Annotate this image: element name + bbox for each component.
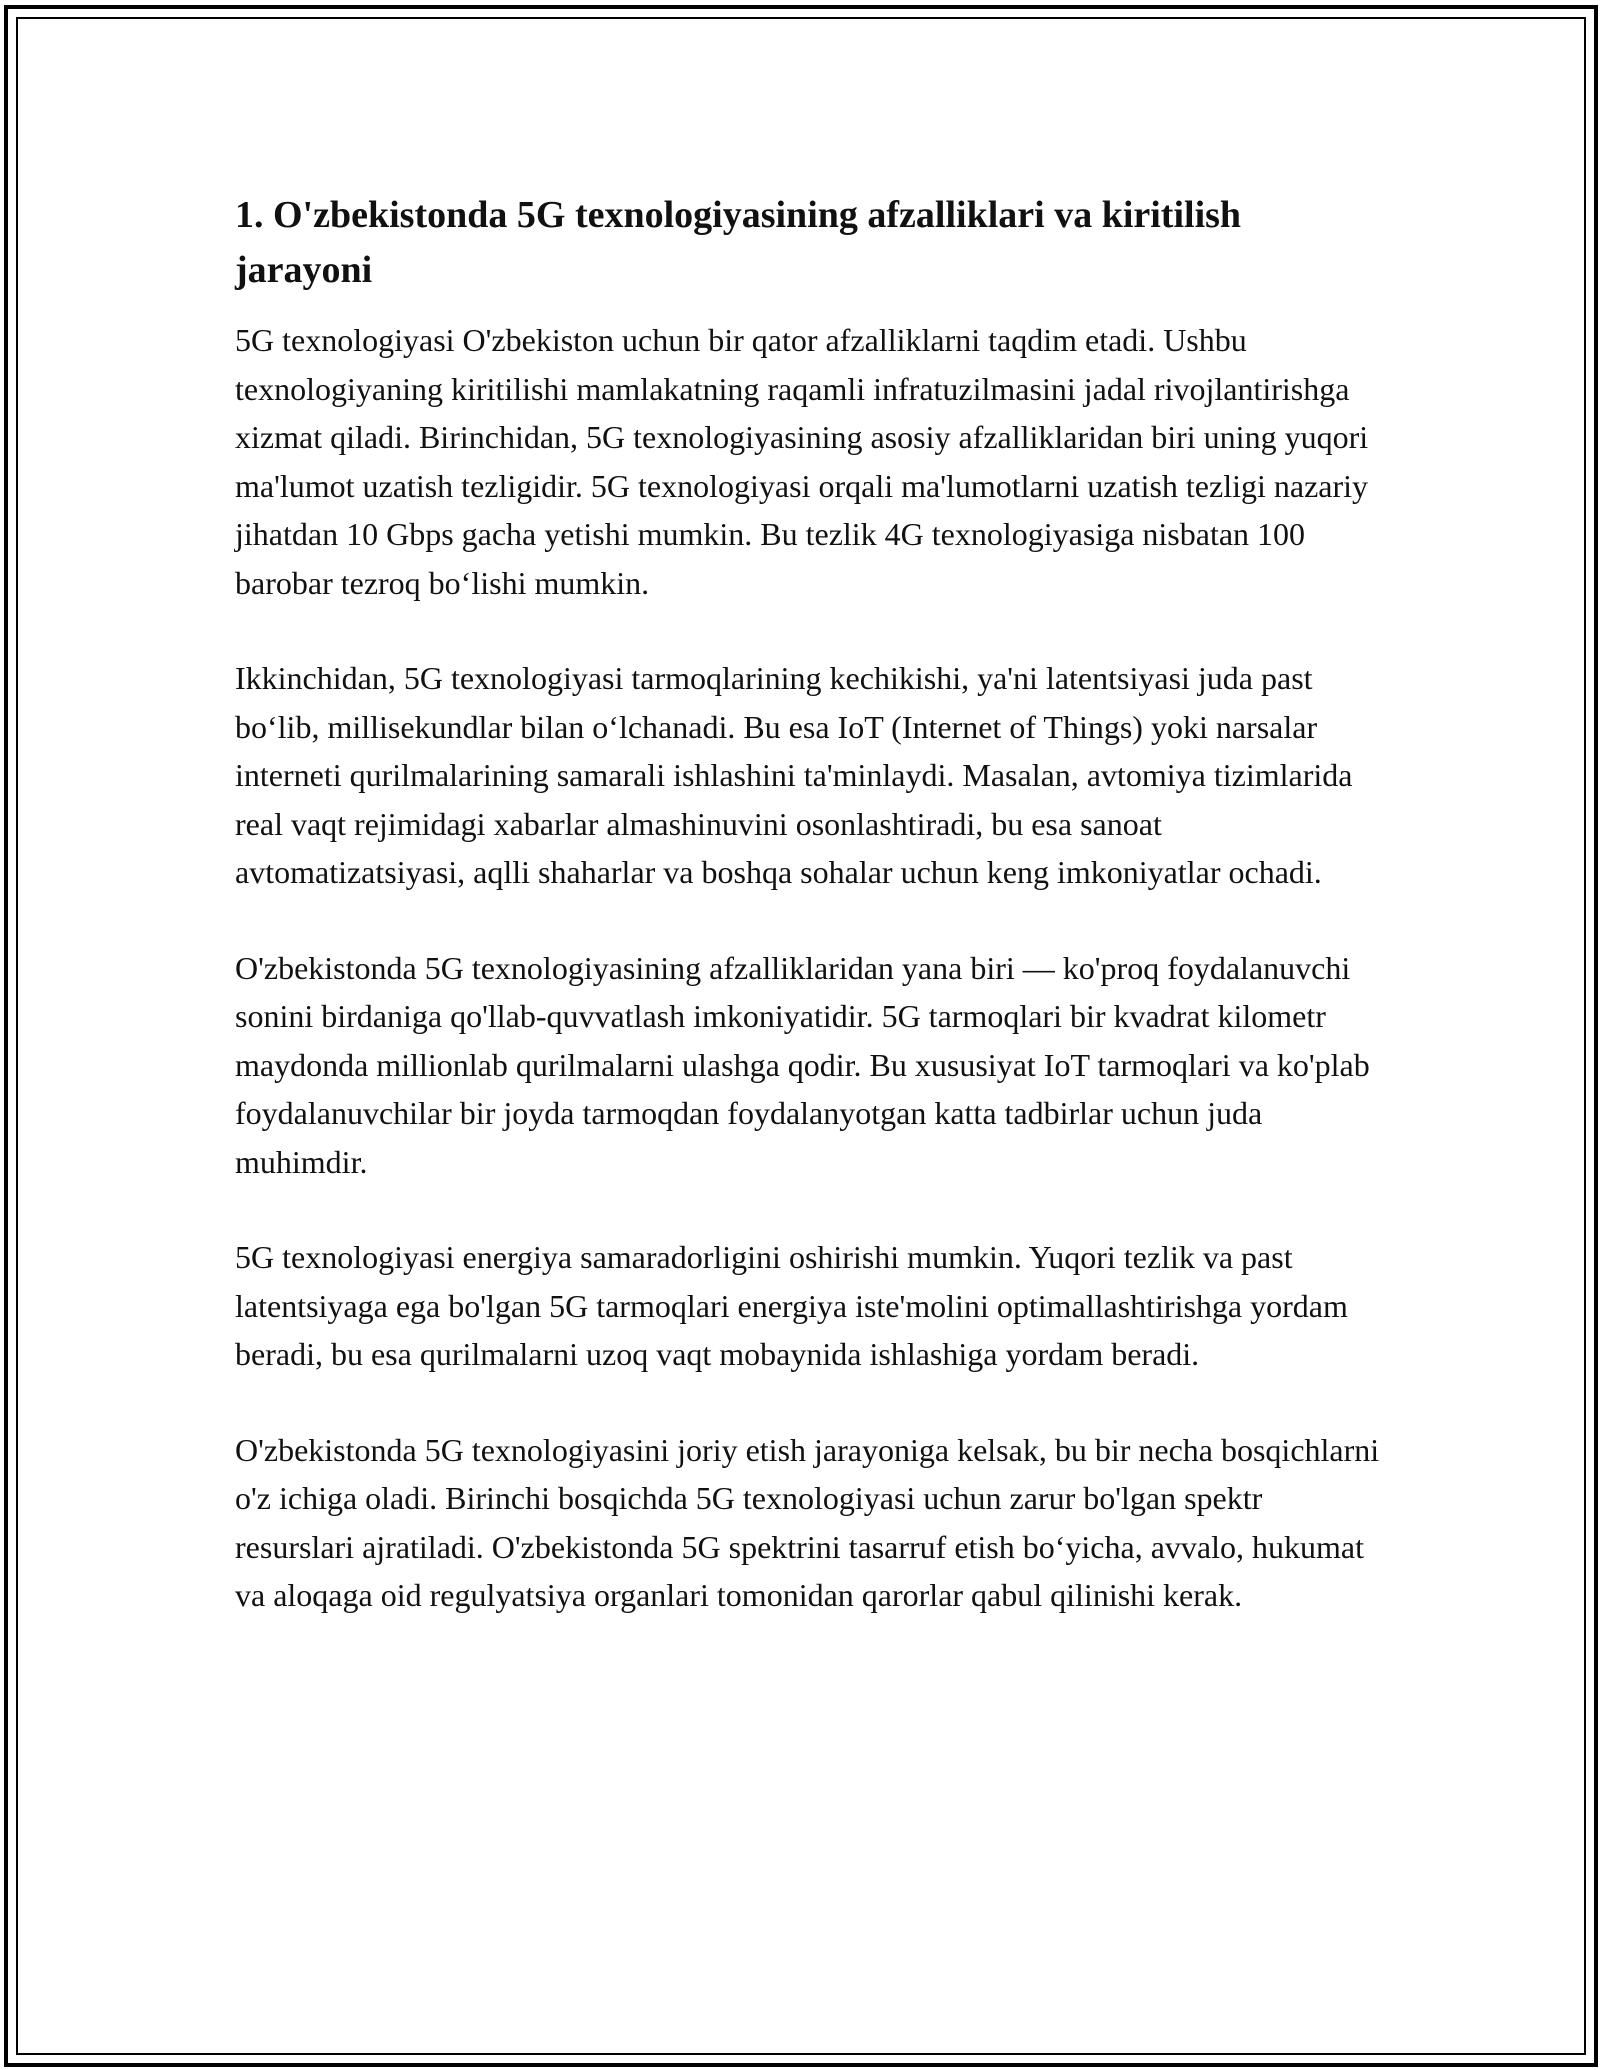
paragraph-3: O'zbekistonda 5G texnologiyasining afzalliklaridan yana biri — ko'proq foydalanuvchi sonini birdaniga qo'llab-quvvatlash imkoniyatidir. 5G tarmoqlari bir kvadrat kilometr maydonda millionlab qurilmalarni ulashga qodir. Bu xususiyat IoT tarmoqlari va ko'plab foydalanuvchilar bir joyda tarmoqdan foydalanyotgan katta tadbirlar uchun juda muhimdir. (235, 949, 1370, 1180)
paragraph-4: 5G texnologiyasi energiya samaradorligini oshirishi mumkin. Yuqori tezlik va past latentsiyaga ega bo'lgan 5G tarmoqlari energiya iste'molini optimallashtirishga yordam beradi, bu esa qurilmalarni uzoq vaqt mobaynida ishlashiga yordam beradi. (235, 1239, 1348, 1372)
section-heading: 1. O'zbekistonda 5G texnologiyasining afzalliklari va kiritilish jarayoni (235, 194, 1242, 291)
document-body (235, 188, 1385, 1667)
paragraph-5: O'zbekistonda 5G texnologiyasini joriy etish jarayoniga kelsak, bu bir necha bosqichlarni o'z ichiga oladi. Birinchi bosqichda 5G texnologiyasi uchun zarur bo'lgan spektr resurslari ajratiladi. O'zbekistonda 5G spektrini tasarruf etish bo‘yicha, avvalo, hukumat va aloqaga oid regulyatsiya organlari tomonidan qarorlar qabul qilinishi kerak. (235, 1431, 1380, 1613)
paragraph-2: Ikkinchidan, 5G texnologiyasi tarmoqlarining kechikishi, ya'ni latentsiyasi juda past bo‘lib, millisekundlar bilan o‘lchanadi. Bu esa IoT (Internet of Things) yoki narsalar interneti qurilmalarining samarali ishlashini ta'minlaydi. Masalan, avtomiya tizimlarida real vaqt rejimidagi xabarlar almashinuvini osonlashtiradi, bu esa sanoat avtomatizatsiyasi, aqlli shaharlar va boshqa sohalar uchun keng imkoniyatlar ochadi. (235, 660, 1353, 890)
paragraph-1: 5G texnologiyasi O'zbekiston uchun bir qator afzalliklarni taqdim etadi. Ushbu texnologiyaning kiritilishi mamlakatning raqamli infratuzilmasini jadal rivojlantirishga xizmat qiladi. Birinchidan, 5G texnologiyasining asosiy afzalliklaridan biri uning yuqori ma'lumot uzatish tezligidir. 5G texnologiyasi orqali ma'lumotlarni uzatish tezligi nazariy jihatdan 10 Gbps gacha yetishi mumkin. Bu tezlik 4G texnologiyasiga nisbatan 100 barobar tezroq bo‘lishi mumkin. (235, 322, 1369, 601)
